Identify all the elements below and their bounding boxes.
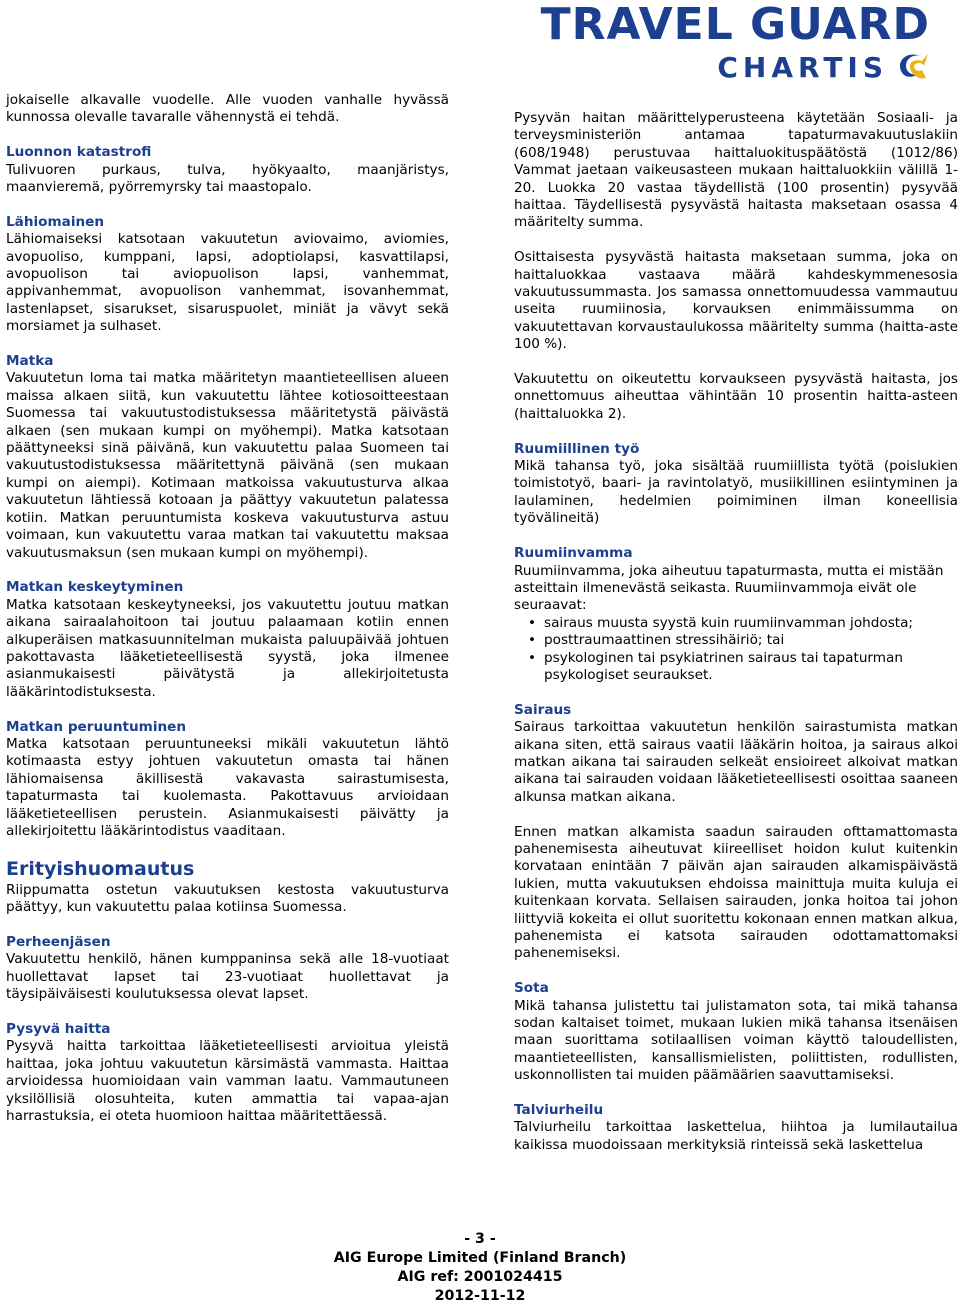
section-text: Matka katsotaan keskeytyneeksi, jos vakuutettu joutuu matkan aikana sairaalahoitoon tai joutuu palaamaan kotiin ennen alkuperäisen matkasuunnitelman mukaista paluupäivää johtuen pakottavasta lääketieteellisestä syystä, joka ilmenee asianmukaisesti päivätystä ja allekirjoitetusta lääkärintodistuksesta. <box>6 596 449 700</box>
section-ruumiillinen-tyo <box>514 441 958 528</box>
right-column <box>514 110 958 1172</box>
list-item: • sairaus muusta syystä kuin ruumiinvamman johdosta; <box>544 615 958 632</box>
section-heading: Perheenjäsen <box>6 933 111 950</box>
section-heading: Matkan peruuntuminen <box>6 718 187 735</box>
section-heading: Ruumiillinen työ <box>514 440 640 457</box>
left-column <box>6 92 449 1143</box>
section-text: Lähiomaiseksi katsotaan vakuutetun aviovaimo, aviomies, avopuoliso, kumppani, lapsi, adoptiolapsi, kasvattilapsi, avopuolison tai aviopuolison lapsi, vanhemmat, appivanhemmat, avopuolison vanhemmat, isovanhemmat, lastenlapset, sisarukset, sisaruspuolet, miniät ja vävyt sekä morsiamet ja sulhaset. <box>6 231 449 335</box>
section-matkan-keskeytyminen <box>6 579 449 701</box>
section-talviurheilu <box>514 1102 958 1154</box>
paragraph-sairauden-paheneminen: Ennen matkan alkamista saadun sairauden ofttamattomasta pahenemisesta aiheutuvat kiireelliset hoidon kulut kuitenkin korvataan enintään 7 päivän ajan sairauden alkamispäivästä lukien, mutta vakuutuksen ehdoissa mainittuja muita kuluja ei kuitenkaan korvata. Sellaisen sairauden, jonka hoitoa tai johon liittyviä kokeita ei ollut suoritettu kokonaan ennen matkan alkua, pahenemista ei katsota sairauden odottamattomaksi pahenemiseksi. <box>514 823 958 962</box>
section-sota <box>514 980 958 1084</box>
section-sairaus <box>514 702 958 806</box>
footer-date: 2012-11-12 <box>434 1288 526 1304</box>
section-text: Ruumiinvamma, joka aiheutuu tapaturmasta, mutta ei mistään asteittain ilmenevästä seikasta. Ruumiinvammoja eivät ole seuraavat: <box>514 562 944 614</box>
footer-company: AIG Europe Limited (Finland Branch) <box>333 1250 627 1266</box>
section-text: Talviurheilu tarkoittaa laskettelua, hiihtoa ja lumilautailua kaikissa muodoissaan merkityksiä rinteissä sekä laskettelua <box>514 1119 958 1153</box>
section-lahiomainen <box>6 214 449 336</box>
section-luonnon-katastrofi <box>6 144 449 196</box>
section-text: Mikä tahansa julistettu tai julistamaton sota, tai mikä tahansa sodan kaltaiset toimet, mukaan lukien mikä tahansa itsenäisen maan suorittama sotilaallisen voiman käyttö taloudellisten, maantieteellisten, kansallismielisten, poliittisten, rodullisten, uskonnollisten tai muiden päämäärien saavuttamiseksi. <box>514 997 958 1084</box>
section-heading: Sota <box>514 980 549 997</box>
section-text: Mikä tahansa työ, joka sisältää ruumiillista työtä (poislukien toimistotyö, baari- ja ravintolatyö, musiikillinen esiintyminen ja laulaminen, hedelmien poimiminen ilman koneellisia työvälineitä) <box>514 458 958 527</box>
ruumiinvamma-exclusion-list <box>514 615 958 685</box>
section-ruumiinvamma <box>514 545 958 615</box>
list-item: • psykologinen tai psykiatrinen sairaus tai tapaturman psykologiset seuraukset. <box>544 650 958 685</box>
logo-subtitle: CHARTIS <box>717 51 888 84</box>
section-text: Pysyvä haitta tarkoittaa lääketieteellisesti arvioitua yleistä haittaa, joka johtuu vakuutetun kärsimästä vammasta. Haittaa arvioidessa huomioidaan vain vamman laatu. Vammautuneen yksilöllisiä olosuhteita, kuten ammattia tai vapaa-ajan harrastuksia, ei oteta huomioon haittaa määritettäessä. <box>6 1038 449 1125</box>
section-heading: Luonnon katastrofi <box>6 144 152 161</box>
list-item: • posttraumaattinen stressihäiriö; tai <box>544 632 958 649</box>
section-heading: Pysyvä haitta <box>6 1021 111 1037</box>
section-text: Sairaus tarkoittaa vakuutetun henkilön sairastumista matkan aikana siten, että sairaus vaatii lääkärin hoitoa, ja sairaus alkoi matkan aikana tai sairauden selkeät ensioireet alkoivat matkan aikana tai sairauden voidaan lääketieteellisesti osoittaa saaneen alkunsa matkan aikana. <box>514 719 958 805</box>
paragraph-osittainen-haitta: Osittaisesta pysyvästä haitasta maksetaan summa, joka on haittaluokkaa vastaava määrä kahdeskymmenesosia vakuutussummasta. Jos samassa onnettomuudessa vammautuu useita ruumiinosia, korvauksen enimmäissumma on vakuutettavan korvaustaulukossa määritelty summa (haitta-aste 100 %). <box>514 249 958 353</box>
section-text: Vakuutettu henkilö, hänen kumppaninsa sekä alle 18-vuotiaat huollettavat lapset tai 23-vuotiaat huollettavat ja täysipäiväisesti koulutuksessa olevat lapset. <box>6 951 449 1003</box>
footer-reference: AIG ref: 2001024415 <box>397 1269 563 1285</box>
section-heading: Sairaus <box>514 701 572 718</box>
page-footer <box>300 1230 660 1306</box>
section-pysyva-haitta <box>6 1021 449 1125</box>
logo-title: TRAVEL GUARD <box>540 0 930 50</box>
chartis-swirl-icon <box>892 48 932 84</box>
paragraph-haitta-maarittely: Pysyvän haitan määrittelyperusteena käytetään Sosiaali- ja terveysministeriön antamaa tapaturmavakuutuslakiin (608/1948) perustuvaa haittaluokituspäätöstä (1012/86) Vammat jaetaan vaikeusasteen mukaan haittaluokkiin välillä 1-20. Luokka 20 vastaa täydellistä (100 prosentin) pysyvää haittaa. Täydellisestä pysyvästä haitasta maksetaan osassa 4 määritelty summa. <box>514 110 958 231</box>
section-heading: Matka <box>6 353 54 370</box>
section-perheenjasen <box>6 934 449 1004</box>
paragraph-korvausoikeus: Vakuutettu on oikeutettu korvaukseen pysyvästä haitasta, jos onnettomuus aiheuttaa vähintään 10 prosentin haitta-asteen (haittaluokka 2). <box>514 371 958 422</box>
intro-text: jokaiselle alkavalle vuodelle. Alle vuoden vanhalle hyvässä kunnossa olevalle tavaralle vähennystä ei tehdä. <box>6 92 449 126</box>
travel-guard-logo <box>540 0 932 86</box>
section-matkan-peruuntuminen <box>6 719 449 841</box>
section-heading: Erityishuomautus <box>6 857 195 880</box>
section-heading: Lähiomainen <box>6 213 105 230</box>
page-number: - 3 - <box>464 1231 496 1247</box>
section-erityishuomautus <box>6 858 449 917</box>
section-text: Riippumatta ostetun vakuutuksen kestosta vakuutusturva päättyy, kun vakuutettu palaa kotiinsa Suomessa. <box>6 881 449 916</box>
section-text: Vakuutetun loma tai matka määritetyn maantieteellisen alueen maissa alkaen siitä, kun vakuutettu lähtee kotiosoitteestaan Suomessa tai vakuutustodistuksessa määritetystä päivästä alkaen (sen mukaan kumpi on myöhempi). Matka katsotaan päättyneeksi sinä päivänä, kun vakuutettu palaa Suomeen tai vakuutustodistuksessa määritettynä päivänä (sen mukaan kumpi on aiempi). Kotimaan matkoissa vakuutusturva alkaa vakuutetun lähtiessä kotoaan ja päättyy vakuutetun palatessa kotiin. Matkan peruuntumista koskeva vakuutusturva astuu voimaan, kun vakuutettu varaa matkan tai vakuutettu maksaa vakuutusmaksun (sen mukaan kumpi on myöhempi). <box>6 370 449 561</box>
section-heading: Ruumiinvamma <box>514 545 633 562</box>
section-heading: Matkan keskeytyminen <box>6 579 184 596</box>
section-text: Tulivuoren purkaus, tulva, hyökyaalto, maanjäristys, maanvieremä, pyörremyrsky tai maastopalo. <box>6 161 449 196</box>
section-text: Matka katsotaan peruuntuneeksi mikäli vakuutetun lähtö kotimaasta estyy johtuen vakuutetun omasta tai hänen lähiomaisensa äkillisestä vakavasta sairastumisesta, tapaturmasta tai kuolemasta. Pakottavuus arvioidaan lääketieteellisen perustein. Asianmukaisesti päivätty ja allekirjoitettu lääkärintodistus vaaditaan. <box>6 735 449 839</box>
section-matka <box>6 353 449 562</box>
section-heading: Talviurheilu <box>514 1102 604 1119</box>
